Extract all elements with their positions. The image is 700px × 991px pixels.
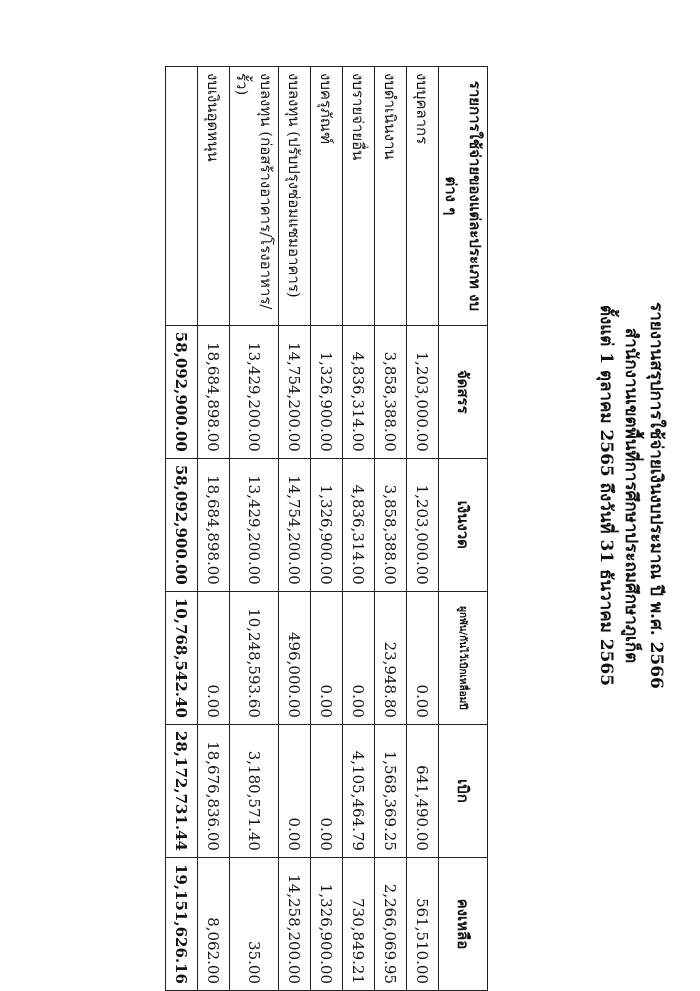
total-spent: 28,172,731.44 [166,724,198,857]
row-allocated: 14,754,200.00 [279,325,311,458]
row-item-name: งบดำเนินงาน [375,67,407,326]
row-committed: 0.00 [343,591,375,724]
row-remaining: 8,062.00 [198,857,230,990]
row-committed: 496,000.00 [279,591,311,724]
col-header-committed: ผูกพัน/กันไว้เบิกเหลื่อมปี [439,591,488,724]
row-installment: 1,203,000.00 [407,458,439,591]
col-header-remaining: คงเหลือ [439,857,488,990]
row-committed: 0.00 [407,591,439,724]
row-allocated: 18,684,898.00 [198,325,230,458]
total-allocated: 58,092,900.00 [166,325,198,458]
row-item-name: งบบุคลากร [407,67,439,326]
report-header [593,0,668,991]
office-name: สำนักงานเขตพื้นที่การศึกษาประถมศึกษาภูเก็ต [621,327,641,664]
col-header-installment: เงินงวด [439,458,488,591]
row-installment: 1,326,900.00 [311,458,343,591]
total-committed: 10,768,542.40 [166,591,198,724]
row-allocated: 3,858,388.00 [375,325,407,458]
row-spent: 641,490.00 [407,724,439,857]
row-item-name: งบลงทุน (ก่อสร้างอาคาร/โรงอาหาร/รั้ว) [230,67,279,326]
row-installment: 18,684,898.00 [198,458,230,591]
table-row [311,67,343,991]
row-remaining: 730,849.21 [343,857,375,990]
row-spent: 0.00 [311,724,343,857]
table-row [279,67,311,991]
row-allocated: 1,326,900.00 [311,325,343,458]
row-committed: 10,248,593.60 [230,591,279,724]
row-committed: 23,948.80 [375,591,407,724]
col-header-allocated: จัดสรร [439,325,488,458]
row-installment: 4,836,314.00 [343,458,375,591]
row-spent: 4,105,464.79 [343,724,375,857]
table-total-row [166,67,198,991]
row-spent: 18,676,836.00 [198,724,230,857]
row-installment: 14,754,200.00 [279,458,311,591]
row-item-name: งบรายจ่ายอื่น [343,67,375,326]
row-remaining: 1,326,900.00 [311,857,343,990]
row-item-name: งบลงทุน (ปรับปรุงซ่อมแซมอาคาร) [279,67,311,326]
row-spent: 0.00 [279,724,311,857]
report-period: ตั้งแต่ 1 ตุลาคม 2565 ถึงวันที่ 31 ธันวาคม 2565 [596,304,616,687]
row-installment: 3,858,388.00 [375,458,407,591]
budget-table [165,66,488,991]
report-title: รายงานสรุปการใช้จ่ายเงินงบประมาณ ปี พ.ศ. 2566 [646,302,666,689]
row-allocated: 1,203,000.00 [407,325,439,458]
table-row [407,67,439,991]
row-remaining: 2,266,069.95 [375,857,407,990]
row-remaining: 14,258,200.00 [279,857,311,990]
row-item-name: งบเงินอุดหนุน [198,67,230,326]
row-committed: 0.00 [311,591,343,724]
row-remaining: 35.00 [230,857,279,990]
col-header-spent: เบิก [439,724,488,857]
row-item-name: งบครุภัณฑ์ [311,67,343,326]
row-allocated: 4,836,314.00 [343,325,375,458]
row-remaining: 561,510.00 [407,857,439,990]
row-installment: 13,429,200.00 [230,458,279,591]
col-header-item: รายการใช้จ่ายของแต่ละประเภท งบต่าง ๆ [439,67,488,326]
table-header-row [439,67,488,991]
row-spent: 3,180,571.40 [230,724,279,857]
table-row [230,67,279,991]
table-row [198,67,230,991]
row-spent: 1,568,369.25 [375,724,407,857]
table-row [343,67,375,991]
total-installment: 58,092,900.00 [166,458,198,591]
row-allocated: 13,429,200.00 [230,325,279,458]
total-label-cell [166,67,198,326]
row-committed: 0.00 [198,591,230,724]
table-row [375,67,407,991]
total-remaining: 19,151,626.16 [166,857,198,990]
